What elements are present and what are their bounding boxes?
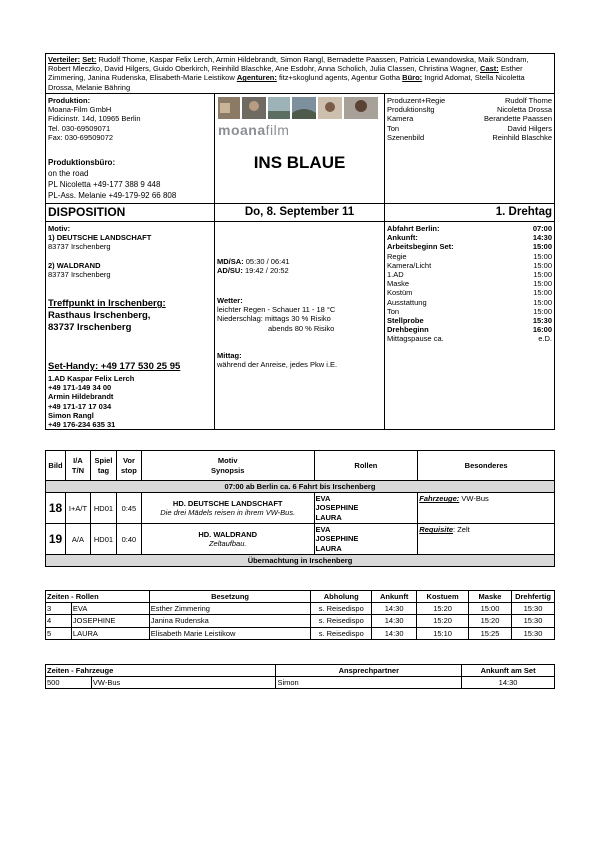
vehicles-cell: Simon: [276, 677, 462, 689]
call-time-row: [387, 224, 552, 233]
contact-2: +49 171-149 34 00: [48, 383, 112, 393]
crew-name: Nicoletta Drossa: [496, 105, 552, 115]
roles-col-zeiten: Zeiten - Rollen: [46, 591, 150, 603]
banner-departure: 07:00 ab Berlin ca. 6 Fahrt bis Irschenberg: [46, 481, 555, 493]
call-time-value: e.D.: [538, 334, 552, 344]
vehicles-col-arrival: Ankunft am Set: [462, 665, 555, 677]
roles-cell: 15:20: [417, 615, 469, 627]
roles-cell: EVA: [71, 603, 149, 615]
call-time-row: [387, 261, 552, 270]
call-time-label: Regie: [387, 251, 407, 261]
scene-ia: I+A/T: [65, 493, 90, 524]
roles-cell: 15:00: [469, 603, 512, 615]
roles-cell: 15:20: [417, 603, 469, 615]
call-time-row: [387, 233, 552, 242]
meeting-line-1: Rasthaus Irschenberg,: [48, 310, 151, 321]
crew-row: [387, 96, 552, 105]
roles-cell: Janina Rudenska: [149, 615, 311, 627]
call-time-label: Ton: [387, 306, 400, 316]
call-time-value: 15:00: [533, 306, 552, 316]
cast-label: Cast:: [480, 64, 499, 74]
call-time-label: Stellprobe: [387, 316, 424, 326]
adsu-label: AD/SU:: [217, 266, 243, 276]
call-time-label: Drehbeginn: [387, 325, 429, 335]
call-time-row: [387, 325, 552, 334]
vehicles-col-contact: Ansprechpartner: [276, 665, 462, 677]
moanafilm-logo: [218, 122, 289, 138]
roles-col-ankunft: Ankunft: [372, 591, 417, 603]
call-time-row: [387, 334, 552, 343]
weather-line-1: leichter Regen - Schauer 11 - 18 °C: [217, 305, 336, 315]
scene-spieltag: HD01: [90, 493, 116, 524]
crew-name: Rudolf Thome: [505, 96, 552, 105]
col-spieltag: Spiel tag: [90, 451, 116, 481]
col-vorstop: Vor stop: [116, 451, 141, 481]
scene-motiv-title: HD. DEUTSCHE LANDSCHAFT: [172, 499, 283, 508]
production-fax: Fax: 030-69509072: [48, 132, 114, 142]
disposition-date: Do, 8. September 11: [244, 206, 355, 218]
roles-cell: Elisabeth Marie Leistikow: [149, 627, 311, 639]
production-company: Moana-Film GmbH: [48, 105, 112, 115]
roles-cell: 14:30: [372, 615, 417, 627]
call-time-row: [387, 298, 552, 307]
call-time-value: 15:00: [533, 297, 552, 307]
call-time-value: 16:00: [532, 325, 552, 335]
table-row: [46, 627, 555, 639]
roles-cell: 5: [46, 627, 72, 639]
disposition-label: DISPOSITION: [48, 205, 126, 219]
crew-role: Kamera: [387, 114, 414, 124]
contact-3: Armin Hildebrandt: [48, 392, 114, 402]
crew-row: [387, 114, 552, 123]
call-time-row: [387, 316, 552, 325]
crew-list: [387, 96, 552, 142]
meeting-point: [48, 298, 212, 334]
roles-cell: s. Reisedispo: [311, 615, 372, 627]
call-time-label: Ausstattung: [387, 297, 427, 307]
vehicles-cell: 500: [46, 677, 92, 689]
scene-vorstop: 0:40: [116, 524, 141, 555]
crew-name: David Hilgers: [507, 123, 552, 133]
roles-col-kostuem: Kostuem: [417, 591, 469, 603]
call-time-value: 15:00: [533, 260, 552, 270]
crew-name: Reinhild Blaschke: [492, 132, 552, 142]
scene-special: [418, 493, 555, 524]
contacts: [48, 374, 212, 429]
call-time-value: 15:00: [532, 242, 552, 252]
role-2: JOSEPHINE: [315, 534, 359, 544]
call-time-row: [387, 288, 552, 297]
motive-2: 2) WALDRAND: [48, 260, 101, 270]
call-time-value: 15:30: [532, 316, 552, 326]
call-time-row: [387, 279, 552, 288]
logo-moana: moana: [218, 122, 266, 138]
table-row: [46, 677, 555, 689]
special-value: : Zelt: [453, 525, 470, 535]
motive-info: [48, 224, 212, 279]
distribution-list: [46, 54, 554, 94]
scene-table: [45, 450, 555, 567]
col-bild: Bild: [46, 451, 66, 481]
roles-cell: s. Reisedispo: [311, 603, 372, 615]
scene-synopsis: Zeltaufbau.: [208, 539, 247, 549]
weather-line-2: Niederschlag: mittags 30 % Risiko: [217, 314, 331, 324]
call-time-label: 1.AD: [387, 270, 404, 280]
production-street: Fidicinstr. 14d, 10965 Berlin: [48, 114, 141, 124]
production-label: Produktion:: [48, 96, 91, 105]
contact-4: +49 171-17 17 034: [48, 401, 112, 411]
col-motiv: Motiv Synopsis: [141, 451, 314, 481]
vehicles-table: [45, 664, 555, 689]
production-info: [48, 96, 212, 142]
verteiler-label: Verteiler:: [48, 55, 81, 64]
office-line-3: PL-Ass. Melanie +49-179-92 66 808: [48, 191, 177, 200]
weather-info: [217, 296, 381, 333]
col-besonderes: Besonderes: [418, 451, 555, 481]
logo-film: film: [265, 122, 290, 138]
set-handy: [48, 361, 180, 372]
photo-strip: [218, 97, 380, 121]
mdsa-value: 05:30 / 06:41: [245, 257, 290, 266]
contact-1: 1.AD Kaspar Felix Lerch: [48, 374, 135, 383]
role-3: LAURA: [315, 512, 342, 522]
call-time-label: Kostüm: [387, 288, 413, 298]
role-3: LAURA: [315, 543, 342, 553]
call-time-label: Kamera/Licht: [387, 260, 432, 270]
adsu-value: 19:42 / 20:52: [244, 266, 289, 276]
crew-row: [387, 124, 552, 133]
roles-col-abholung: Abholung: [311, 591, 372, 603]
sun-times: [217, 257, 381, 275]
production-tel: Tel. 030-69509071: [48, 123, 111, 133]
lunch-label: Mittag:: [217, 351, 242, 360]
table-row: [46, 615, 555, 627]
special-value: VW-Bus: [461, 494, 489, 504]
contact-5: Simon Rangl: [48, 410, 94, 420]
set-label: Set:: [82, 55, 97, 64]
crew-row: [387, 133, 552, 142]
banner-overnight: Übernachtung in Irschenberg: [46, 555, 555, 567]
header-block: [45, 53, 555, 430]
lunch-text: während der Anreise, jedes Pkw i.E.: [217, 360, 338, 370]
vehicles-cell: 14:30: [462, 677, 555, 689]
scene-vorstop: 0:45: [116, 493, 141, 524]
roles-cell: 14:30: [372, 627, 417, 639]
meeting-label: Treffpunkt in Irschenberg:: [48, 298, 166, 309]
roles-col-drehfertig: Drehfertig: [511, 591, 554, 603]
table-row: [46, 524, 555, 555]
roles-cell: s. Reisedispo: [311, 627, 372, 639]
crew-role: Produzent+Regie: [387, 96, 446, 105]
vehicles-col-zeiten: Zeiten - Fahrzeuge: [46, 665, 276, 677]
lunch-info: [217, 351, 381, 369]
crew-row: [387, 105, 552, 114]
scene-special: [418, 524, 555, 555]
scene-motiv: [141, 524, 314, 555]
roles-cell: 15:30: [511, 627, 554, 639]
crew-role: Produktionsltg: [387, 105, 435, 115]
special-label: Fahrzeuge:: [419, 494, 460, 504]
special-label: Requisite: [419, 525, 454, 535]
roles-cell: 15:30: [511, 603, 554, 615]
roles-cell: 4: [46, 615, 72, 627]
motive-1: 1) DEUTSCHE LANDSCHAFT: [48, 233, 152, 243]
scene-number: 18: [46, 493, 66, 524]
role-1: EVA: [315, 525, 331, 535]
agenturen-text: fitz+skoglund agents, Agentur Gotha: [278, 73, 401, 83]
office-line-1: on the road: [48, 169, 89, 178]
shooting-day: 1. Drehtag: [495, 206, 552, 218]
film-stills-image: [218, 97, 380, 121]
scene-ia: A/A: [65, 524, 90, 555]
scene-number: 19: [46, 524, 66, 555]
role-2: JOSEPHINE: [315, 503, 359, 513]
roles-cell: LAURA: [71, 627, 149, 639]
set-text: Rudolf Thome, Kaspar Felix Lerch, Armin Hildebrandt, Simon Rangl, Bernadette Paassen, Patricia Lewandowska, Maik Sündram, Robert Mleczko, David Hilgers, Guido Oberkirch, Reinhild Blaschke, Ane Esdohr, Anna Scholich, Julia Classen, Christina Wagner,: [48, 55, 529, 74]
call-time-value: 15:00: [533, 288, 552, 298]
scene-synopsis: Die drei Mädels reisen in ihrem VW-Bus.: [160, 508, 296, 518]
roles-table: [45, 590, 555, 640]
call-time-row: [387, 252, 552, 261]
roles-cell: 15:25: [469, 627, 512, 639]
call-time-value: 15:00: [533, 270, 552, 280]
film-title: INS BLAUE: [253, 153, 346, 172]
call-time-label: Ankunft:: [387, 233, 418, 243]
motive-1-place: 83737 Irschenberg: [48, 242, 111, 252]
motive-2-place: 83737 Irschenberg: [48, 269, 111, 279]
scene-motiv: [141, 493, 314, 524]
meeting-line-2: 83737 Irschenberg: [48, 322, 132, 333]
scene-spieltag: HD01: [90, 524, 116, 555]
agenturen-label: Agenturen:: [236, 73, 277, 83]
mdsa-label: MD/SA:: [217, 257, 244, 266]
buero-text: Ingrid Adomat, Stella Nicoletta Drossa, Melanie Bähring: [48, 73, 525, 92]
call-times: [387, 224, 552, 344]
scene-roles: [314, 524, 418, 555]
crew-name: Berandette Paassen: [484, 114, 552, 124]
scene-motiv-title: HD. WALDRAND: [198, 530, 258, 539]
call-time-row: [387, 307, 552, 316]
col-ia: I/A T/N: [65, 451, 90, 481]
table-row: [46, 493, 555, 524]
crew-role: Szenenbild: [387, 132, 425, 142]
buero-label: Büro:: [402, 73, 423, 83]
table-row: [46, 603, 555, 615]
office-line-2: PL Nicoletta +49-177 388 9 448: [48, 180, 161, 189]
call-time-value: 15:00: [533, 279, 552, 289]
call-time-label: Maske: [387, 279, 410, 289]
crew-role: Ton: [387, 123, 400, 133]
office-label: Produktionsbüro:: [48, 158, 116, 167]
roles-cell: Esther Zimmering: [149, 603, 311, 615]
motive-label: Motiv:: [48, 224, 71, 233]
vehicles-cell: VW-Bus: [91, 677, 276, 689]
roles-col-besetzung: Besetzung: [149, 591, 311, 603]
set-handy-text: Set-Handy: +49 177 530 25 95: [48, 361, 181, 372]
roles-cell: 14:30: [372, 603, 417, 615]
call-time-label: Abfahrt Berlin:: [387, 224, 440, 233]
roles-cell: 15:30: [511, 615, 554, 627]
roles-col-maske: Maske: [469, 591, 512, 603]
cast-text: Esther Zimmering, Janina Rudenska, Elisabeth-Marie Leistikow: [48, 64, 523, 83]
roles-cell: 15:10: [417, 627, 469, 639]
roles-cell: JOSEPHINE: [71, 615, 149, 627]
call-time-row: [387, 270, 552, 279]
contact-6: +49 176-234 635 31: [48, 420, 116, 430]
role-1: EVA: [315, 494, 331, 504]
production-office: [48, 157, 212, 201]
weather-label: Wetter:: [217, 296, 243, 305]
call-time-row: [387, 242, 552, 251]
roles-cell: 3: [46, 603, 72, 615]
roles-cell: 15:20: [469, 615, 512, 627]
col-rollen: Rollen: [314, 451, 418, 481]
scene-roles: [314, 493, 418, 524]
call-time-label: Mittagspause ca.: [387, 334, 444, 344]
call-time-value: 07:00: [532, 224, 552, 233]
weather-line-3: abends 80 % Risiko: [268, 323, 335, 333]
call-time-label: Arbeitsbeginn Set:: [387, 242, 454, 252]
call-time-value: 14:30: [532, 233, 552, 243]
call-time-value: 15:00: [533, 251, 552, 261]
